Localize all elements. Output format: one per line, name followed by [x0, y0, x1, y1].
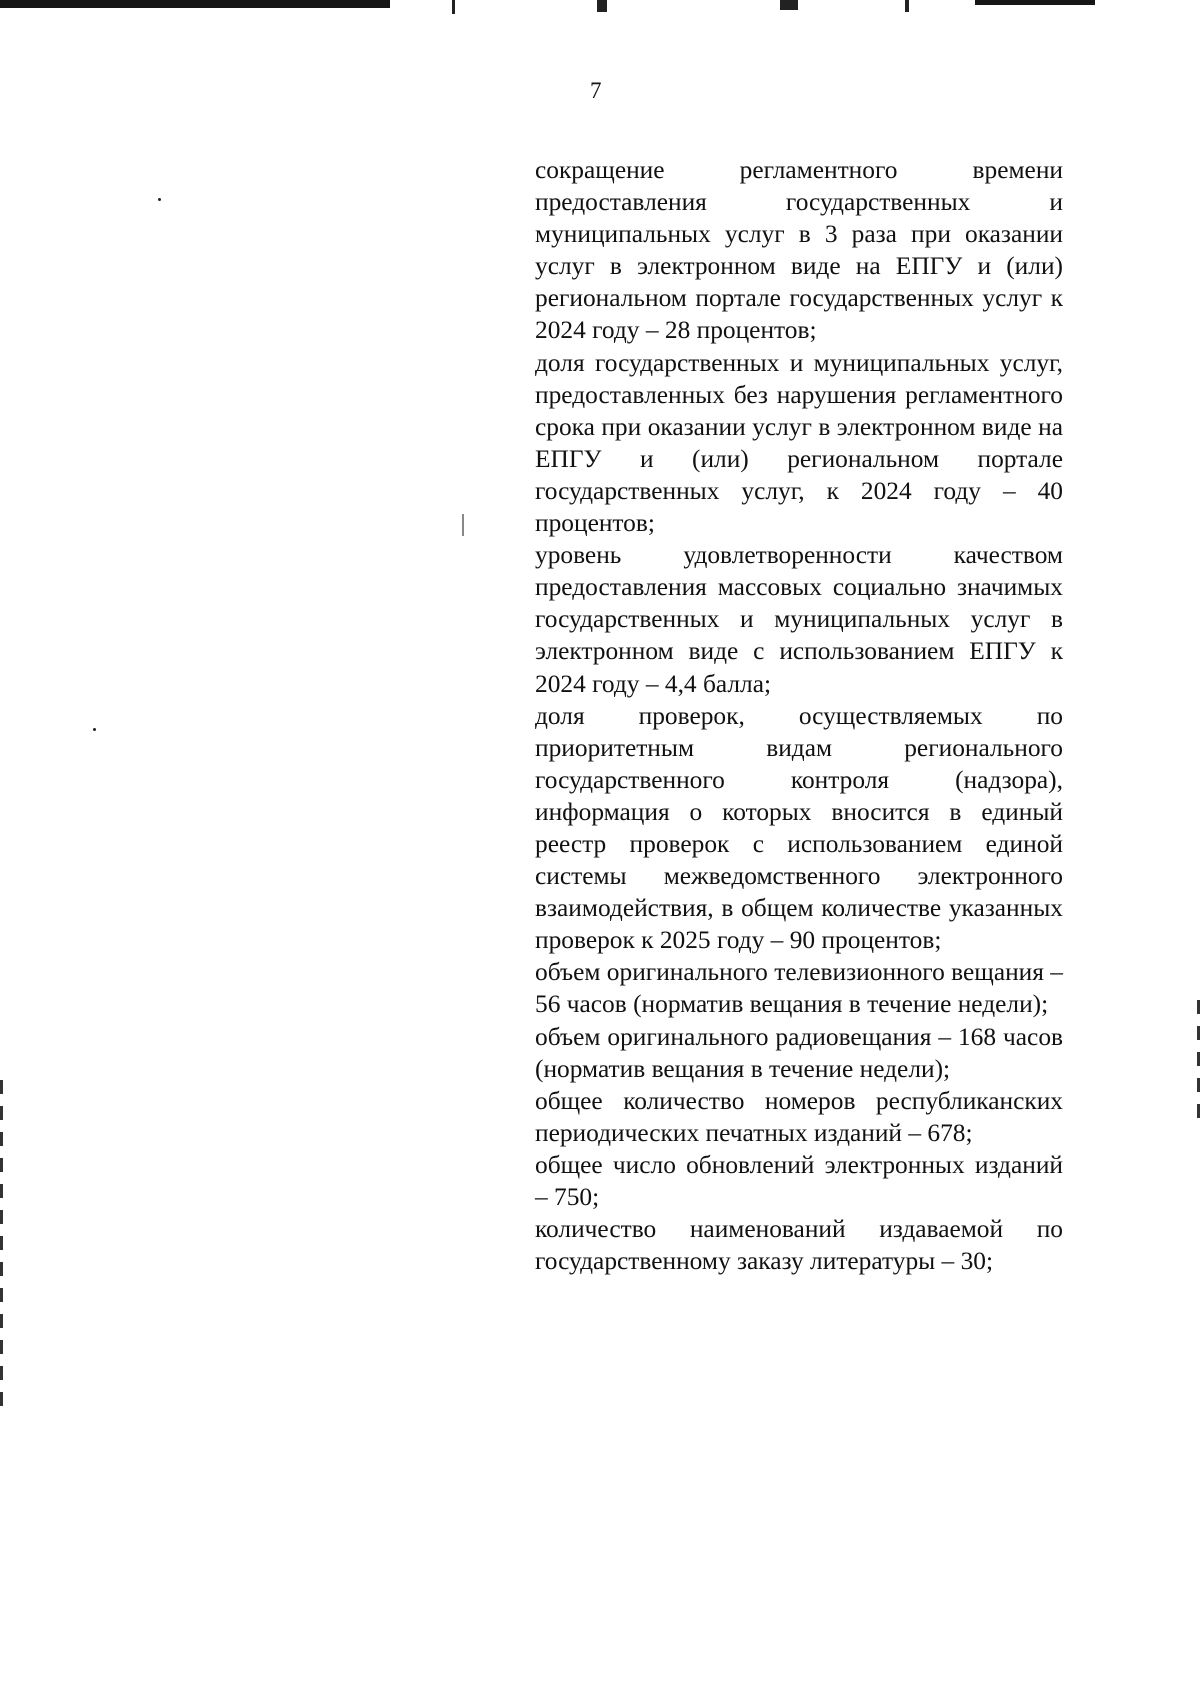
scan-speck [93, 728, 96, 731]
list-item-services-without-delay: доля государственных и муниципальных услуг, предоставленных без нарушения регламентного срока при оказании услуг в электронном виде на ЕПГУ и (или) региональном портале государственных услуг, к 2024 году – 40 процентов; [535, 348, 1063, 538]
scan-speck [462, 514, 464, 536]
scan-edge-bar [0, 0, 390, 8]
list-item-tv-broadcasting: объем оригинального телевизионного вещания – 56 часов (норматив вещания в течение недели); [535, 958, 1063, 1019]
scan-edge-tick [780, 0, 798, 10]
scan-edge-bar [975, 0, 1095, 5]
list-item-radio-broadcasting: объем оригинального радиовещания – 168 часов (норматив вещания в течение недели); [535, 1022, 1063, 1083]
list-item-inspections-share: доля проверок, осуществляемых по приоритетным видам регионального государственного контроля (надзора), информация о которых вносится в единый реестр проверок с использованием единой системы межведомственного электронного взаимодействия, в общем количестве указанных проверок к 2025 году – 90 процентов; [535, 701, 1063, 955]
list-item-service-time-reduction: сокращение регламентного времени предоставления государственных и муниципальных услуг в 3 раза при оказании услуг в электронном виде на ЕПГУ и (или) региональном портале государственных услуг к 2024 году – 28 процентов; [535, 156, 1063, 345]
scan-edge-tick [905, 0, 909, 12]
list-item-state-order-literature: количество наименований издаваемой по государственному заказу литературы – 30; [535, 1215, 1063, 1276]
document-body [535, 154, 1063, 1277]
list-item-print-editions: общее количество номеров республиканских периодических печатных изданий – 678; [535, 1086, 1063, 1147]
scan-speck [158, 198, 161, 201]
scan-edge-tick [452, 0, 455, 14]
list-item-electronic-updates: общее число обновлений электронных изданий – 750; [535, 1150, 1063, 1211]
scan-left-edge-marks [0, 1080, 3, 1410]
list-item-satisfaction-level: уровень удовлетворенности качеством предоставления массовых социально значимых государственных и муниципальных услуг в электронном виде с использованием ЕПГУ к 2024 году – 4,4 балла; [535, 541, 1063, 698]
page-number: 7 [590, 78, 602, 103]
scan-edge-tick [597, 0, 607, 12]
